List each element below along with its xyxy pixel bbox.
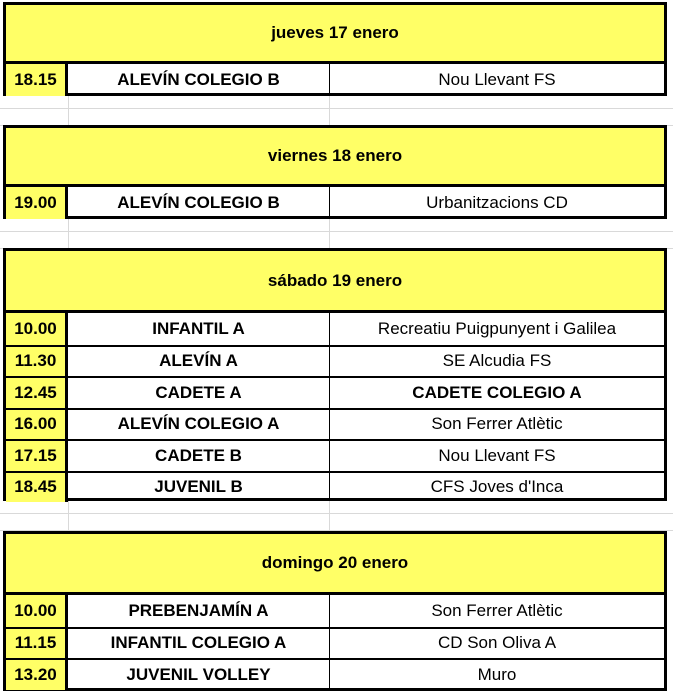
match-team: INFANTIL COLEGIO A: [68, 629, 330, 659]
match-row: [6, 627, 664, 659]
match-opponent: SE Alcudia FS: [442, 351, 552, 371]
match-team: ALEVÍN A: [68, 347, 330, 377]
match-row: [6, 345, 664, 377]
match-row: [6, 376, 664, 408]
match-opponent: Nou Llevant FS: [438, 445, 556, 465]
match-opponent: Muro: [477, 664, 517, 684]
match-opponent: CD Son Oliva A: [437, 633, 557, 653]
match-row: [6, 439, 664, 471]
match-time: 16.00: [6, 410, 68, 440]
day-header: sábado 19 enero: [6, 251, 664, 313]
day-header: domingo 20 enero: [6, 534, 664, 595]
match-opponent: Son Ferrer Atlètic: [431, 600, 563, 620]
match-time: 10.00: [6, 313, 68, 345]
day-block-jueves: [3, 2, 667, 96]
match-opponent: Son Ferrer Atlètic: [431, 414, 563, 434]
spacer-row: [0, 96, 673, 126]
match-team: JUVENIL VOLLEY: [68, 660, 330, 690]
match-opponent: Recreatiu Puigpunyent i Galilea: [377, 318, 617, 338]
day-block-domingo: [3, 531, 667, 691]
match-time: 11.30: [6, 347, 68, 377]
day-block-viernes: [3, 125, 667, 219]
match-opponent: Urbanitzacions CD: [426, 192, 568, 212]
match-team: CADETE A: [68, 378, 330, 408]
day-header: jueves 17 enero: [6, 5, 664, 64]
match-time: 13.20: [6, 660, 68, 690]
spacer-row: [0, 501, 673, 531]
match-row: [6, 408, 664, 440]
match-team: JUVENIL B: [68, 473, 330, 503]
match-row: [6, 313, 664, 345]
match-row: [6, 471, 664, 503]
match-time: 18.45: [6, 473, 68, 503]
match-time: 11.15: [6, 629, 68, 659]
match-row: [6, 187, 664, 219]
match-team: INFANTIL A: [68, 313, 330, 345]
match-team: ALEVÍN COLEGIO B: [68, 187, 330, 219]
match-time: 18.15: [6, 64, 68, 96]
match-time: 17.15: [6, 441, 68, 471]
match-team: CADETE B: [68, 441, 330, 471]
match-opponent: CFS Joves d'Inca: [430, 477, 564, 497]
match-row: [6, 658, 664, 690]
match-time: 12.45: [6, 378, 68, 408]
match-time: 19.00: [6, 187, 68, 219]
match-opponent: Nou Llevant FS: [438, 69, 556, 89]
match-opponent: CADETE COLEGIO A: [412, 382, 582, 402]
spacer-row: [0, 219, 673, 249]
match-team: ALEVÍN COLEGIO A: [68, 410, 330, 440]
match-team: ALEVÍN COLEGIO B: [68, 64, 330, 96]
day-block-sabado: [3, 248, 667, 501]
match-row: [6, 64, 664, 96]
match-row: [6, 595, 664, 627]
match-time: 10.00: [6, 595, 68, 627]
match-team: PREBENJAMÍN A: [68, 595, 330, 627]
day-header: viernes 18 enero: [6, 128, 664, 187]
